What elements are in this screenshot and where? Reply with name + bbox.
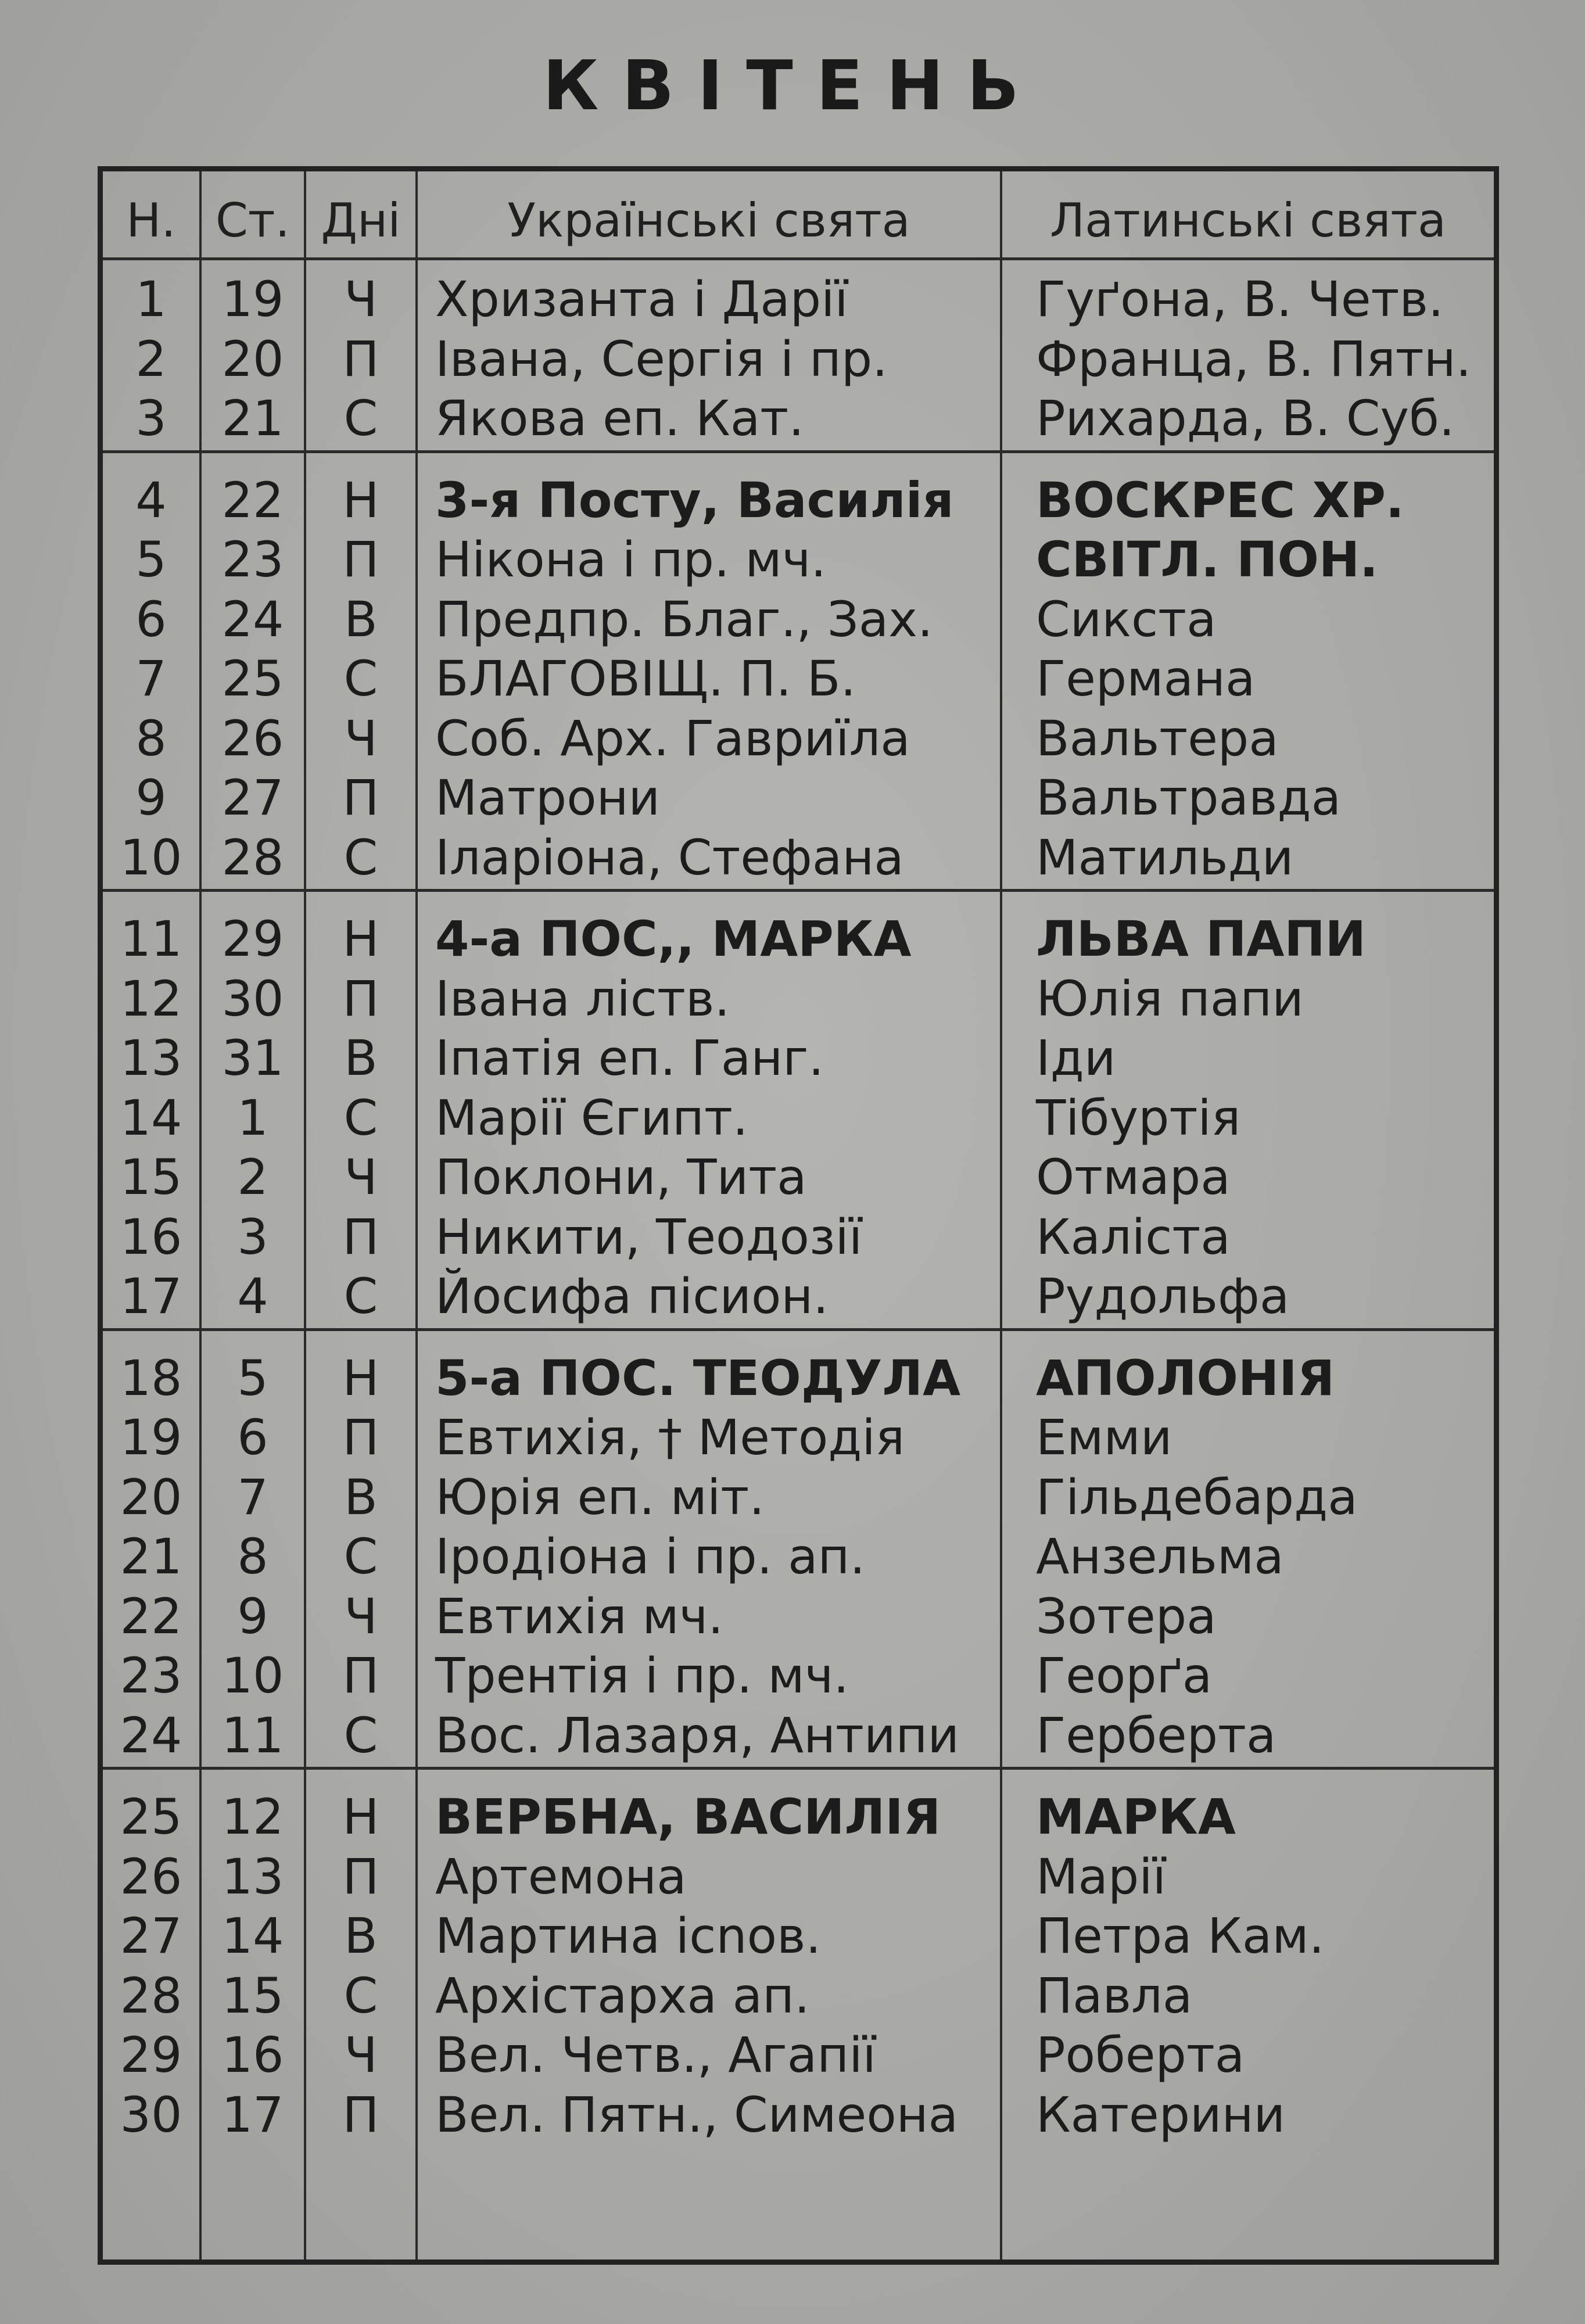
weekday-letter: Ч <box>344 271 378 328</box>
latin-feast: Юлія папи <box>1036 970 1304 1027</box>
header-st: Ст. <box>216 193 290 248</box>
latin-feast: Анзельма <box>1036 1528 1284 1585</box>
weekday-letter: П <box>342 970 379 1027</box>
day-number-new: 9 <box>135 769 167 826</box>
ukrainian-feast: Івана ліств. <box>435 970 730 1027</box>
day-number-old: 14 <box>221 1907 284 1964</box>
day-number-old: 23 <box>221 531 284 588</box>
header-lat: Латинські свята <box>1049 193 1447 248</box>
week-divider <box>103 450 1494 453</box>
day-number-new: 24 <box>120 1706 182 1764</box>
weekday-letter: П <box>342 330 379 388</box>
weekday-letter: В <box>344 1468 378 1526</box>
latin-feast: Герберта <box>1036 1706 1276 1764</box>
day-number-old: 19 <box>221 271 284 328</box>
latin-feast: Зотера <box>1036 1587 1217 1645</box>
day-number-new: 15 <box>120 1149 182 1206</box>
day-number-old: 2 <box>237 1149 268 1206</box>
latin-feast: Вальтравда <box>1036 769 1342 826</box>
header-ukr: Українські свята <box>507 193 910 248</box>
day-number-old: 26 <box>221 709 284 767</box>
ukrainian-feast: Трентія і пр. мч. <box>435 1647 849 1704</box>
ukrainian-feast: Архістарха ап. <box>435 1967 810 2024</box>
weekday-letter: Ч <box>344 1587 378 1645</box>
day-number-old: 25 <box>221 650 284 707</box>
ukrainian-feast: 5-а ПОС. ТЕОДУЛА <box>435 1349 961 1407</box>
ukrainian-feast: Вел. Пятн., Симеона <box>435 2086 959 2143</box>
ukrainian-feast: Артемона <box>435 1848 687 1905</box>
weekday-letter: П <box>342 1208 379 1265</box>
day-number-old: 5 <box>237 1349 268 1407</box>
day-number-new: 13 <box>120 1030 182 1086</box>
day-number-new: 21 <box>120 1528 182 1585</box>
header-n: Н. <box>126 193 176 248</box>
day-number-old: 24 <box>221 590 284 648</box>
weekday-letter: С <box>343 1706 378 1764</box>
header-divider <box>103 257 1494 260</box>
day-number-new: 28 <box>120 1967 182 2024</box>
latin-feast: АПОЛОНІЯ <box>1036 1349 1335 1407</box>
weekday-letter: П <box>342 1409 379 1466</box>
day-number-new: 30 <box>120 2086 182 2143</box>
weekday-letter: Н <box>342 910 379 967</box>
day-number-new: 26 <box>120 1848 182 1905</box>
day-number-old: 4 <box>237 1268 268 1325</box>
ukrainian-feast: Іларіона, Стефана <box>435 829 904 886</box>
latin-feast: Марії <box>1036 1848 1166 1905</box>
weekday-letter: Н <box>342 471 379 529</box>
latin-feast: Вальтера <box>1036 709 1279 767</box>
latin-feast: Каліста <box>1036 1208 1231 1265</box>
ukrainian-feast: Евтихія, † Методія <box>435 1409 905 1466</box>
day-number-new: 23 <box>120 1647 182 1704</box>
day-number-old: 6 <box>237 1409 268 1466</box>
day-number-old: 10 <box>221 1647 284 1704</box>
day-number-old: 28 <box>221 829 284 886</box>
day-number-new: 3 <box>135 390 167 447</box>
day-number-old: 3 <box>237 1208 268 1265</box>
ukrainian-feast: ВЕРБНА, ВАСИЛІЯ <box>435 1788 941 1845</box>
day-number-old: 16 <box>221 2027 284 2083</box>
ukrainian-feast: Юрія еп. міт. <box>435 1468 765 1526</box>
latin-feast: Петра Кам. <box>1036 1907 1325 1964</box>
day-number-new: 11 <box>120 910 182 967</box>
ukrainian-feast: 4-а ПОС,, МАРКА <box>435 910 912 967</box>
day-number-new: 4 <box>135 471 167 529</box>
latin-feast: Георґа <box>1036 1647 1213 1704</box>
ukrainian-feast: Предпр. Благ., Зах. <box>435 590 933 648</box>
latin-feast: Сикста <box>1036 590 1217 648</box>
calendar-table <box>98 166 1499 2265</box>
ukrainian-feast: Іродіона і пр. ап. <box>435 1528 866 1585</box>
weekday-letter: С <box>343 1089 378 1146</box>
day-number-new: 14 <box>120 1089 182 1146</box>
weekday-letter: В <box>344 1030 378 1086</box>
week-divider <box>103 1328 1494 1331</box>
ukrainian-feast: Матрони <box>435 769 661 826</box>
latin-feast: МАРКА <box>1036 1788 1236 1845</box>
day-number-old: 29 <box>221 910 284 967</box>
ukrainian-feast: 3-я Посту, Василія <box>435 471 954 529</box>
day-number-old: 8 <box>237 1528 268 1585</box>
day-number-new: 18 <box>120 1349 182 1407</box>
week-divider <box>103 889 1494 892</box>
weekday-letter: Ч <box>344 1149 378 1206</box>
weekday-letter: С <box>343 390 378 447</box>
weekday-letter: В <box>344 590 378 648</box>
weekday-letter: П <box>342 1848 379 1905</box>
day-number-new: 25 <box>120 1788 182 1845</box>
weekday-letter: П <box>342 1647 379 1704</box>
weekday-letter: Ч <box>344 2027 378 2083</box>
weekday-letter: В <box>344 1907 378 1964</box>
ukrainian-feast: Вос. Лазаря, Антипи <box>435 1706 960 1764</box>
day-number-new: 22 <box>120 1587 182 1645</box>
day-number-new: 29 <box>120 2027 182 2083</box>
header-dni: Дні <box>321 193 401 248</box>
latin-feast: Роберта <box>1036 2027 1245 2083</box>
weekday-letter: Ч <box>344 709 378 767</box>
week-divider <box>103 1767 1494 1770</box>
day-number-old: 9 <box>237 1587 268 1645</box>
day-number-new: 19 <box>120 1409 182 1466</box>
day-number-new: 17 <box>120 1268 182 1325</box>
day-number-old: 1 <box>237 1089 268 1146</box>
day-number-new: 1 <box>135 271 167 328</box>
day-number-old: 12 <box>221 1788 284 1845</box>
day-number-old: 11 <box>221 1706 284 1764</box>
ukrainian-feast: Іпатія еп. Ганг. <box>435 1030 824 1086</box>
ukrainian-feast: Якова еп. Кат. <box>435 390 804 447</box>
weekday-letter: П <box>342 531 379 588</box>
page-title: КВІТЕНЬ <box>542 45 1043 125</box>
latin-feast: Германа <box>1036 650 1256 707</box>
ukrainian-feast: Йосифа пісион. <box>435 1268 829 1325</box>
day-number-old: 27 <box>221 769 284 826</box>
latin-feast: ВОСКРЕС ХР. <box>1036 471 1404 529</box>
day-number-new: 16 <box>120 1208 182 1265</box>
day-number-old: 7 <box>237 1468 268 1526</box>
weekday-letter: С <box>343 1268 378 1325</box>
ukrainian-feast: Никити, Теодозії <box>435 1208 863 1265</box>
latin-feast: ЛЬВА ПАПИ <box>1036 910 1366 967</box>
ukrainian-feast: БЛАГОВІЩ. П. Б. <box>435 650 856 707</box>
latin-feast: Іди <box>1036 1030 1116 1086</box>
day-number-old: 21 <box>221 390 284 447</box>
ukrainian-feast: Поклони, Тита <box>435 1149 807 1206</box>
weekday-letter: С <box>343 829 378 886</box>
ukrainian-feast: Соб. Арх. Гавриїла <box>435 709 910 767</box>
day-number-new: 27 <box>120 1907 182 1964</box>
day-number-new: 10 <box>120 829 182 886</box>
weekday-letter: Н <box>342 1349 379 1407</box>
day-number-new: 7 <box>135 650 167 707</box>
day-number-old: 15 <box>221 1967 284 2024</box>
latin-feast: Павла <box>1036 1967 1193 2024</box>
latin-feast: Катерини <box>1036 2086 1286 2143</box>
latin-feast: Франца, В. Пятн. <box>1036 330 1472 388</box>
weekday-letter: С <box>343 650 378 707</box>
day-number-new: 8 <box>135 709 167 767</box>
day-number-new: 20 <box>120 1468 182 1526</box>
latin-feast: Рихарда, В. Суб. <box>1036 390 1455 447</box>
day-number-new: 12 <box>120 970 182 1027</box>
ukrainian-feast: Вел. Четв., Агапії <box>435 2027 876 2083</box>
day-number-old: 13 <box>221 1848 284 1905</box>
day-number-old: 20 <box>221 330 284 388</box>
ukrainian-feast: Івана, Сергія і пр. <box>435 330 888 388</box>
weekday-letter: Н <box>342 1788 379 1845</box>
day-number-new: 2 <box>135 330 167 388</box>
ukrainian-feast: Марії Єгипт. <box>435 1089 748 1146</box>
day-number-old: 31 <box>221 1030 284 1086</box>
ukrainian-feast: Нікона і пр. мч. <box>435 531 827 588</box>
column-divider <box>415 171 418 2260</box>
latin-feast: Гуґона, В. Четв. <box>1036 271 1444 328</box>
day-number-new: 6 <box>135 590 167 648</box>
weekday-letter: П <box>342 2086 379 2143</box>
latin-feast: СВІТЛ. ПОН. <box>1036 531 1379 588</box>
latin-feast: Матильди <box>1036 829 1294 886</box>
latin-feast: Емми <box>1036 1409 1172 1466</box>
column-divider <box>1000 171 1002 2260</box>
latin-feast: Гільдебарда <box>1036 1468 1358 1526</box>
weekday-letter: П <box>342 769 379 826</box>
ukrainian-feast: Евтихія мч. <box>435 1587 724 1645</box>
day-number-new: 5 <box>135 531 167 588</box>
day-number-old: 30 <box>221 970 284 1027</box>
day-number-old: 22 <box>221 471 284 529</box>
ukrainian-feast: Хризанта і Дарії <box>435 271 848 328</box>
ukrainian-feast: Мартина ісnов. <box>435 1907 822 1964</box>
latin-feast: Отмара <box>1036 1149 1231 1206</box>
latin-feast: Тібуртія <box>1036 1089 1241 1146</box>
weekday-letter: С <box>343 1967 378 2024</box>
weekday-letter: С <box>343 1528 378 1585</box>
latin-feast: Рудольфа <box>1036 1268 1290 1325</box>
day-number-old: 17 <box>221 2086 284 2143</box>
